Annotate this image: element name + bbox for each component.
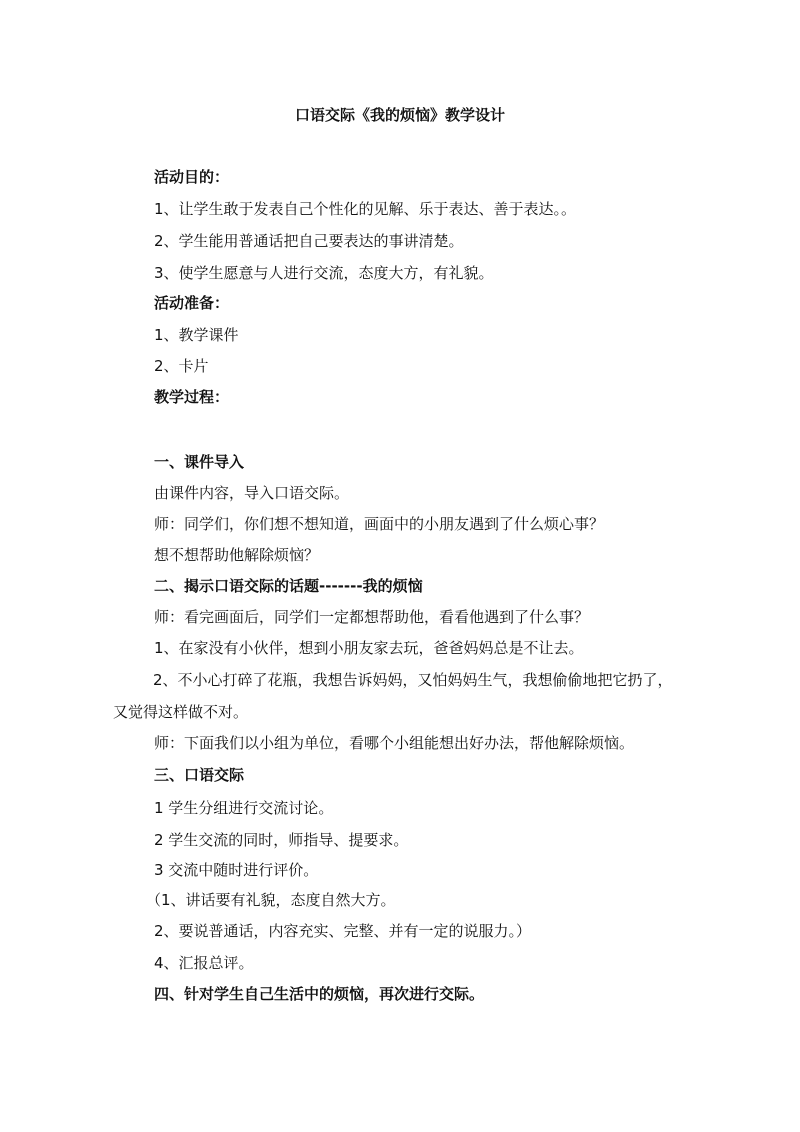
process-heading: 教学过程：: [154, 388, 230, 406]
section-2-heading: 二、揭示口语交际的话题-------我的烦恼: [154, 577, 423, 595]
objective-item: 1、让学生敢于发表自己个性化的见解、乐于表达、善于表达。。: [154, 200, 577, 218]
section-3-line: （1、讲话要有礼貌，态度自然大方。: [146, 891, 396, 909]
section-3-line: 1 学生分组进行交流讨论。: [154, 799, 334, 817]
objective-item: 3、使学生愿意与人进行交流，态度大方，有礼貌。: [154, 264, 494, 282]
section-4-heading: 四、针对学生自己生活中的烦恼，再次进行交际。: [154, 985, 485, 1003]
section-3-heading: 三、口语交际: [154, 766, 245, 784]
section-1-heading: 一、课件导入: [154, 453, 245, 471]
section-3-line: 3 交流中随时进行评价。: [154, 861, 319, 879]
section-1-line: 师：同学们，你们想不想知道，画面中的小朋友遇到了什么烦心事？: [154, 515, 605, 533]
preparation-item: 1、教学课件: [154, 326, 239, 344]
section-1-line: 由课件内容，导入口语交际。: [154, 484, 350, 502]
section-2-paragraph: 2、不小心打碎了花瓶，我想告诉妈妈，又怕妈妈生气，我想偷偷地把它扔了，又觉得这样做不对。: [113, 671, 673, 721]
objective-item: 2、学生能用普通话把自己要表达的事讲清楚。: [154, 232, 464, 250]
objectives-heading: 活动目的：: [154, 168, 230, 186]
section-2-line: 师：看完画面后，同学们一定都想帮助他，看看他遇到了什么事？: [154, 608, 590, 626]
section-3-line: 2 学生交流的同时，师指导、提要求。: [154, 831, 409, 849]
section-3-line: 4、汇报总评。: [154, 954, 254, 972]
section-2-line: 1、在家没有小伙伴，想到小朋友家去玩，爸爸妈妈总是不让去。: [154, 639, 584, 657]
section-2-line: 师：下面我们以小组为单位，看哪个小组能想出好办法，帮他解除烦恼。: [154, 734, 635, 752]
preparation-heading: 活动准备：: [154, 294, 230, 312]
preparation-item: 2、卡片: [154, 357, 209, 375]
section-1-line: 想不想帮助他解除烦恼？: [154, 546, 320, 564]
section-3-line: 2、要说普通话，内容充实、完整、并有一定的说服力。）: [154, 922, 532, 940]
document-title: 口语交际《我的烦恼》教学设计: [294, 106, 505, 124]
